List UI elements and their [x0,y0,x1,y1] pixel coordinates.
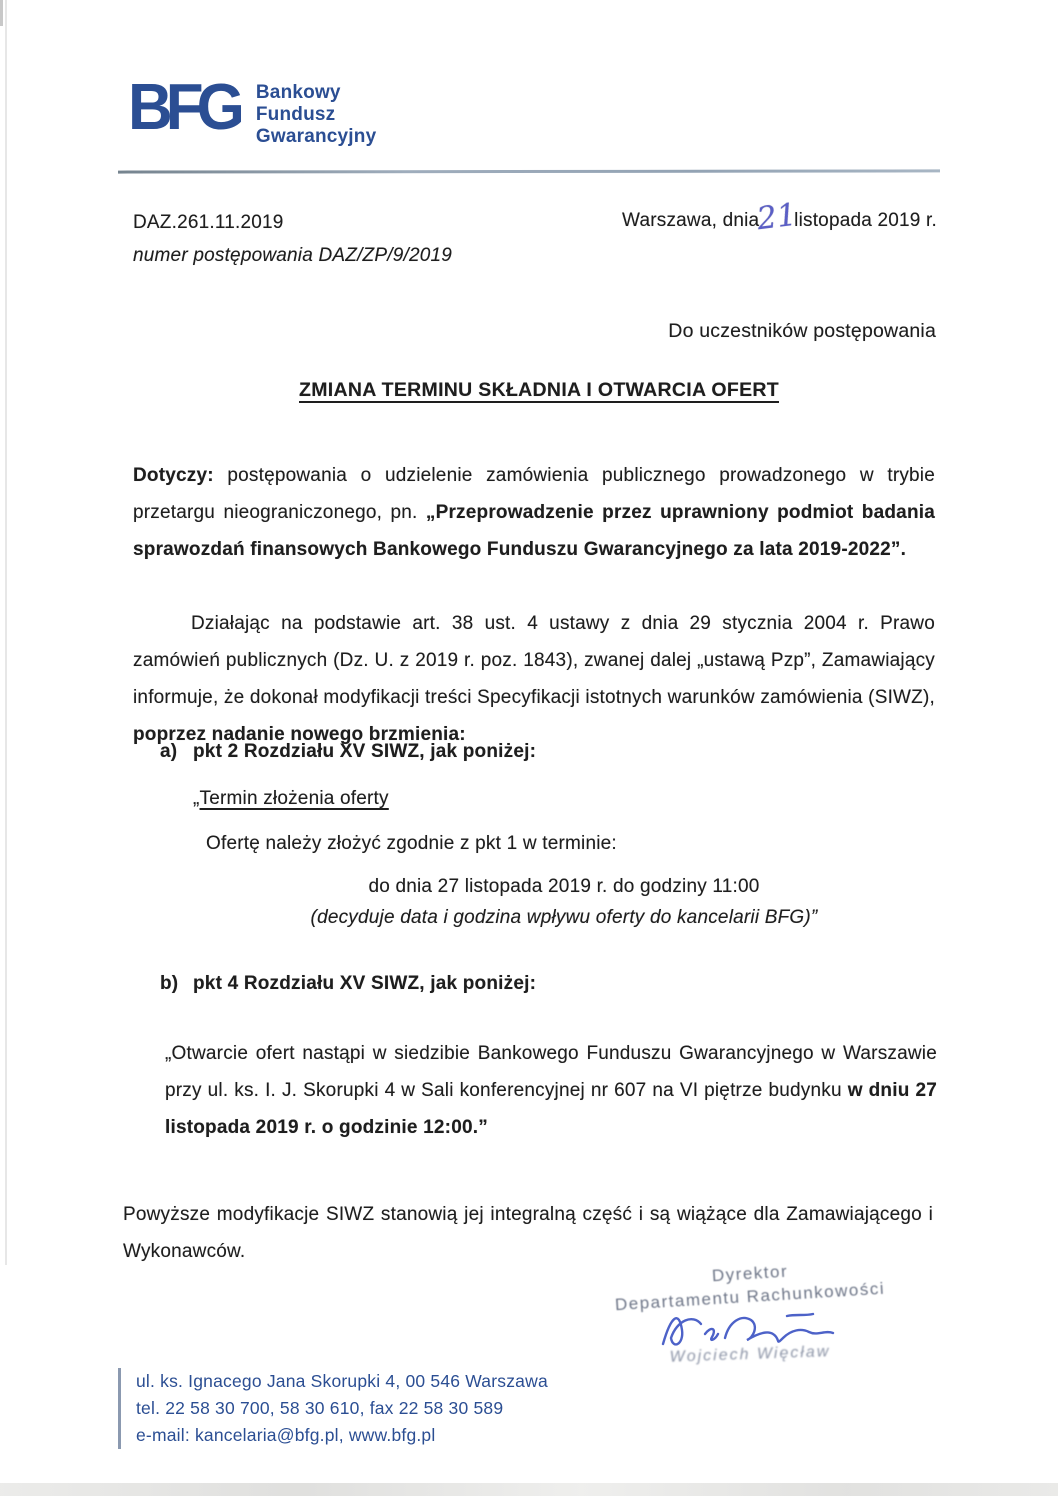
closing-paragraph: Powyższe modyfikacje SIWZ stanowią jej integralną część i są wiążące dla Zamawiającego i Wykonawców. [123,1204,933,1262]
dateline [622,196,937,238]
addressee: Do uczestników postępowania [668,320,936,342]
subject-emphasis: „Przeprowadzenie przez uprawniony podmiot badania sprawozdań finansowych Bankowego Funduszu Gwarancyjnego za lata 2019-2022”. [133,502,935,560]
bfg-logo-wordmark [256,78,376,148]
subject-body: postępowania o udzielenie zamówienia publicznego prowadzonego w trybie przetargu nieograniczonego, pn. [133,465,935,523]
dateline-suffix: listopada 2019 r. [794,210,937,231]
footer-email: e-mail: kancelaria@bfg.pl, www.bfg.pl [136,1425,436,1445]
item-b-label: b) [160,973,179,994]
reference-block [133,206,452,272]
intro-emphasis: poprzez nadanie nowego brzmienia: [133,724,466,745]
logo-word-line: Gwarancyjny [255,126,377,147]
proceeding-number: numer postępowania DAZ/ZP/9/2019 [133,245,453,266]
scan-artifact-bottom-band [0,1483,1058,1496]
intro-body: Działając na podstawie art. 38 ust. 4 ustawy z dnia 29 stycznia 2004 r. Prawo zamówień publicznych (Dz. U. z 2019 r. poz. 1843), zwanej dalej „ustawą Pzp”, Zamawiający informuje, że dokonał modyfikacji treści Specyfikacji istotnych warunków zamówienia (SIWZ), [133,613,935,708]
item-b-heading-text: pkt 4 Rozdziału XV SIWZ, jak poniżej: [193,973,537,994]
bfg-logo [128,71,377,148]
handwritten-day: 21 [755,196,800,238]
item-a-heading [160,740,536,764]
scan-artifact-corner [0,0,3,26]
scan-artifact-left-edge [5,0,7,1265]
item-b-heading [160,972,536,996]
item-a-label: a) [160,741,178,762]
signer-name: Wojciech Więcław [669,1343,831,1366]
document-title: ZMIANA TERMINU SKŁADNIA I OTWARCIA OFERT [299,379,779,401]
item-a-heading-text: pkt 2 Rozdziału XV SIWZ, jak poniżej: [193,741,537,762]
logo-word-line: Fundusz [255,104,336,125]
footer-address: ul. ks. Ignacego Jana Skorupki 4, 00 546 Warszawa [136,1371,548,1391]
bfg-logo-acronym: BFG [128,71,238,144]
logo-word-line: Bankowy [255,82,341,103]
term-quote-open: „ [193,788,200,809]
deadline-line: do dnia 27 listopada 2019 r. do godziny 11:00 [368,876,760,897]
subject-paragraph [133,457,935,568]
subject-label: Dotyczy: [133,465,214,486]
item-b-paragraph [165,1035,937,1146]
deadline-note-line: (decyduje data i godzina wpływu oferty do kancelarii BFG)” [310,907,818,928]
footer [118,1368,548,1449]
item-b-emphasis: w dniu 27 listopada 2019 r. o godzinie 12:00.” [165,1080,937,1138]
stamp-role-line1: Dyrektor [711,1261,789,1286]
intro-paragraph [133,605,935,753]
dateline-prefix: Warszawa, dnia [622,210,760,231]
stamp-role-line2: Departamentu Rachunkowości [614,1278,886,1315]
term-line: Ofertę należy złożyć zgodnie z pkt 1 w terminie: [206,833,617,854]
header-rule [118,169,940,173]
footer-phone: tel. 22 58 30 700, 58 30 610, fax 22 58 30 589 [136,1398,504,1418]
term-heading [193,788,389,810]
term-underlined: Termin złożenia oferty [199,788,389,809]
case-number: DAZ.261.11.2019 [133,212,284,233]
signature-block [600,1262,900,1364]
item-b-body: „Otwarcie ofert nastąpi w siedzibie Bankowego Funduszu Gwarancyjnego w Warszawie przy ul. ks. I. J. Skorupki 4 w Sali konferencyjnej nr 607 na VI piętrze budynku [165,1043,937,1101]
